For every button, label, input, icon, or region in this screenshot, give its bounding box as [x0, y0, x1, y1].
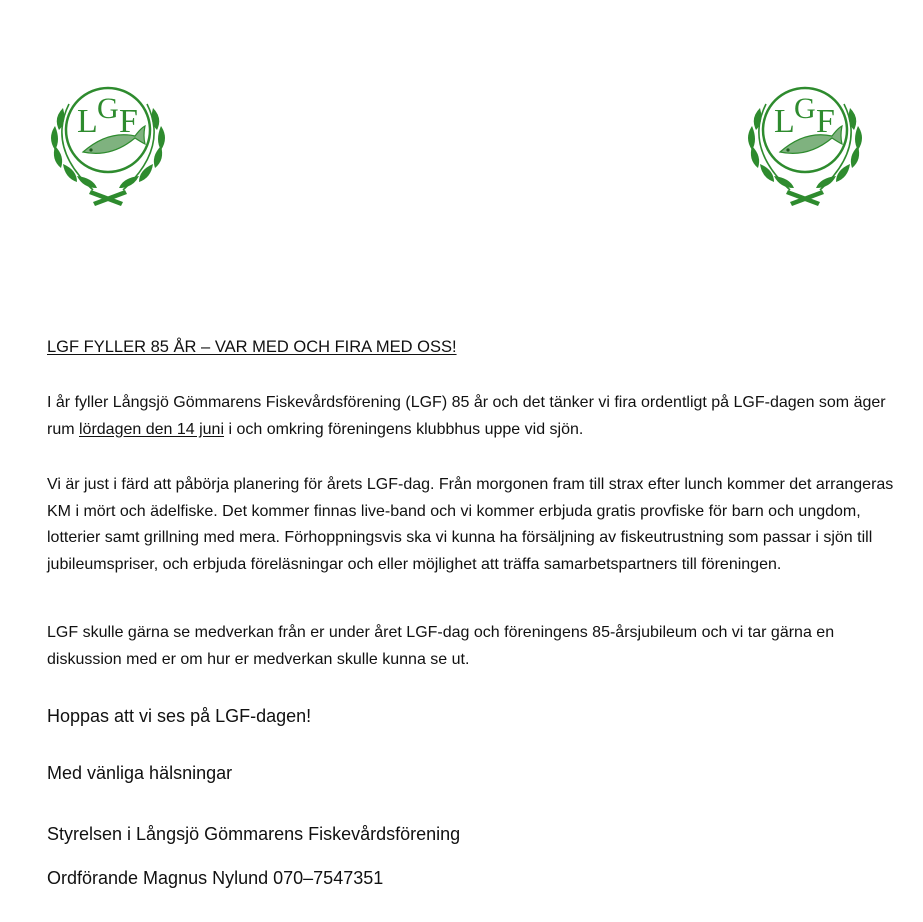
closing-line: Hoppas att vi ses på LGF-dagen!: [47, 706, 312, 726]
logo-letter-l: L: [774, 103, 795, 140]
event-date: lördagen den 14 juni: [79, 420, 225, 438]
lgf-logo-right: [730, 68, 880, 208]
logo-letter-g: G: [794, 92, 816, 125]
intro-text-before: I år fyller Långsjö Gömmarens Fiskevårdsförening (LGF) 85 år och det tänker vi fira ordentligt på LGF-dagen som äger rum: [47, 394, 886, 438]
sender-line: Styrelsen i Långsjö Gömmarens Fiskevårdsförening: [47, 824, 461, 844]
logo-letter-g: G: [97, 92, 119, 125]
intro-paragraph: [47, 390, 897, 443]
document-title: LGF FYLLER 85 ÅR – VAR MED OCH FIRA MED OSS!: [47, 338, 457, 356]
lgf-logo-left: [33, 68, 183, 208]
logo-letter-f: F: [119, 103, 138, 140]
logo-letter-l: L: [77, 103, 98, 140]
logo-letter-f: F: [816, 103, 835, 140]
chair-contact-line: Ordförande Magnus Nylund 070–7547351: [47, 868, 384, 888]
intro-text-after: i och omkring föreningens klubbhus uppe vid sjön.: [224, 420, 584, 438]
invitation-paragraph: LGF skulle gärna se medverkan från er under året LGF-dag och föreningens 85-årsjubileum och vi tar gärna en diskussion med er om hur er medverkan skulle kunna se ut.: [47, 624, 835, 668]
greeting-line: Med vänliga hälsningar: [47, 763, 233, 783]
planning-paragraph: Vi är just i färd att påbörja planering för årets LGF-dag. Från morgonen fram till strax efter lunch kommer det arrangeras KM i mört och ädelfiske. Det kommer finnas live-band och vi kommer erbjuda gratis provfiske för barn och ungdom, lotterier samt grillning med mera. Förhoppningsvis ska vi kunna ha försäljning av fiskeutrustning som passar i sjön till jubileumspriser, och erbjuda föreläsningar och eller möjlighet att träffa samarbetspartners till föreningen.: [47, 476, 894, 573]
